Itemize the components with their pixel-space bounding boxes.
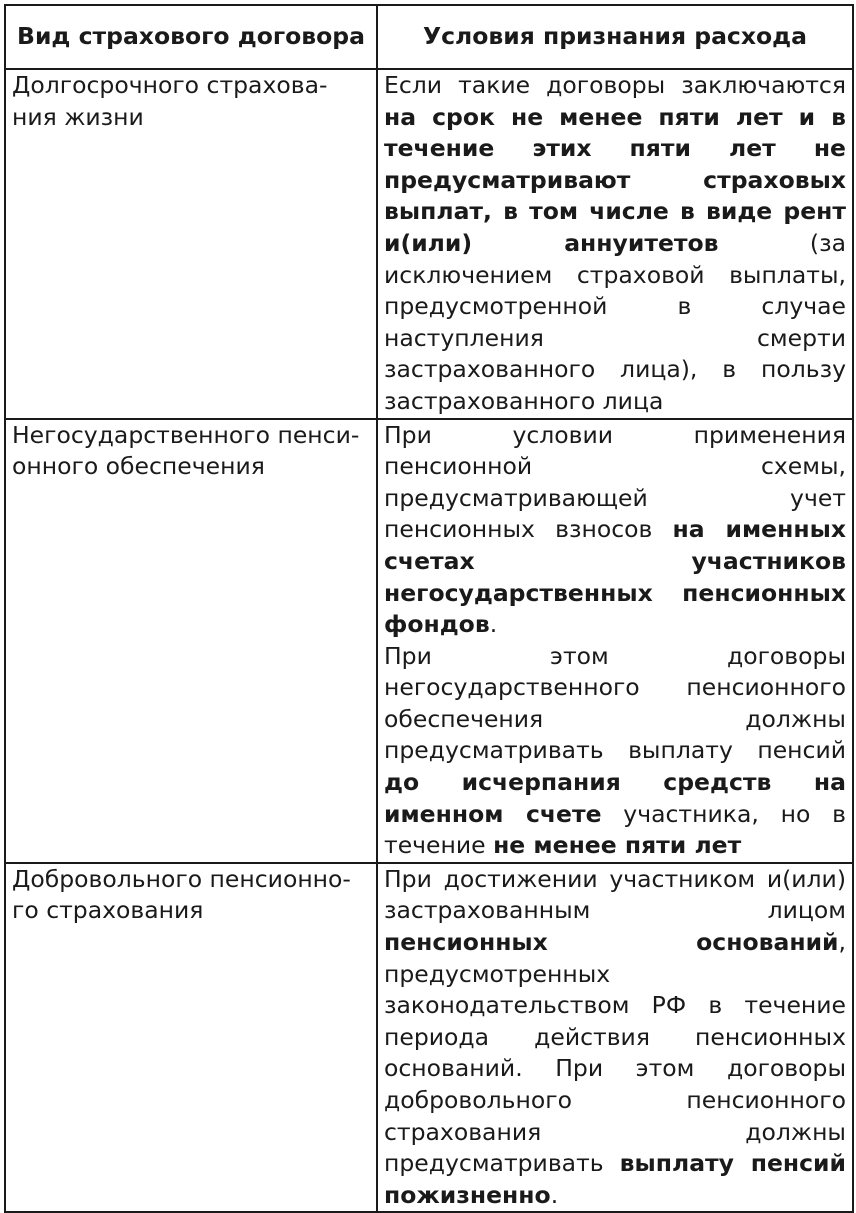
- contract-type-cell: [5, 419, 377, 863]
- contract-type-cell: [5, 863, 377, 1213]
- condition-emphasis: выплату пенсий пожизненно: [384, 1149, 846, 1209]
- condition-text: Если такие договоры заключаются: [384, 71, 846, 99]
- condition-text: .: [489, 610, 498, 639]
- contract-type-text: го страхования: [12, 896, 204, 925]
- contract-type-text: Долгосрочного страхова-: [12, 71, 328, 99]
- condition-text: , предусмотренных законодательством РФ в течение периода действия пенсионных оснований. При этом договоры добровольного пенсионного страхования должны предусматривать: [384, 928, 846, 1178]
- contract-type-cell: [5, 69, 377, 419]
- condition-emphasis: до исчерпания средств на именном счете: [384, 768, 846, 828]
- condition-text: участника, но в течение: [384, 799, 846, 860]
- condition-text: При этом договоры негосударственного пенсионного обеспечения должны предусматривать выплату пенсий: [384, 641, 846, 765]
- contract-type-text: Негосударственного пенси-: [12, 420, 360, 449]
- header-expense-conditions: Условия признания расхода: [377, 5, 853, 69]
- table-row: [5, 69, 853, 419]
- condition-emphasis: не менее пяти лет: [493, 831, 742, 860]
- condition-emphasis: на именных счетах участников негосударственных пенсионных фондов: [384, 515, 846, 639]
- contract-type-text: ния жизни: [12, 102, 144, 131]
- contract-type-text: онного обеспечения: [12, 452, 265, 481]
- table-row: [5, 419, 853, 863]
- condition-text: .: [550, 1180, 559, 1209]
- condition-emphasis: на срок не менее пяти лет и в течение этих пяти лет не предусматривают страховых выплат, в том числе в виде рент и(или) аннуитетов: [384, 102, 846, 257]
- condition-text: При условии применения пенсионной схемы, предусматривающей учет пенсионных взносов: [384, 420, 846, 544]
- insurance-contracts-table: [4, 4, 854, 1213]
- expense-condition-cell: [377, 419, 853, 863]
- condition-paragraph: [384, 641, 846, 862]
- condition-text: (за исключением страховой выплаты, предусмотренной в случае наступления смерти застрахованного лица), в пользу застрахованного лица: [384, 228, 846, 415]
- condition-text: При достижении участником и(или) застрахованным лицом: [384, 864, 846, 925]
- table-row: [5, 863, 853, 1213]
- expense-condition-cell: [377, 863, 853, 1213]
- condition-paragraph: [384, 864, 846, 1212]
- contract-type-text: Добровольного пенсионно-: [12, 864, 351, 893]
- header-contract-type: Вид страхового договора: [5, 5, 377, 69]
- table-header-row: [5, 5, 853, 69]
- expense-condition-cell: [377, 69, 853, 419]
- condition-emphasis: пенсионных оснований: [384, 928, 839, 957]
- condition-paragraph: [384, 70, 846, 418]
- condition-paragraph: [384, 420, 846, 641]
